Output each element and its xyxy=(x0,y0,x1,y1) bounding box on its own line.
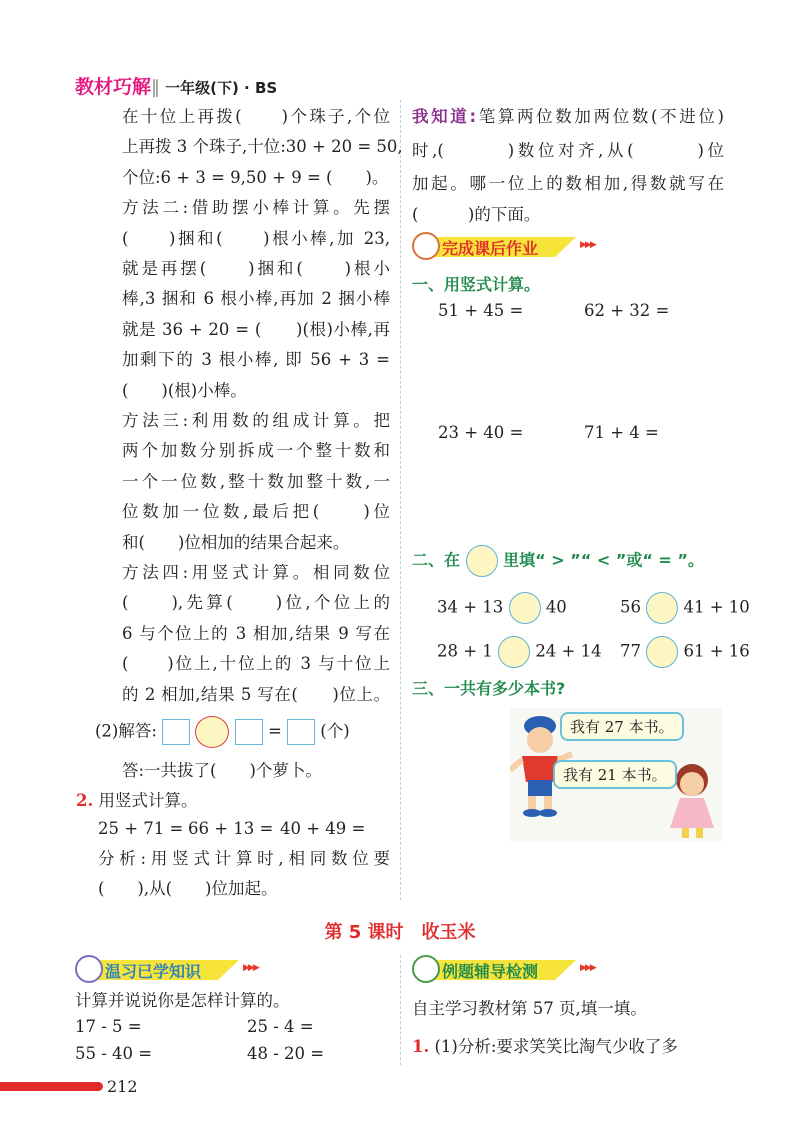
text-line: 6 与个位上的 3 相加,结果 9 写在 xyxy=(122,624,390,643)
unit-label: (个) xyxy=(320,721,350,741)
section-title: 一、用竖式计算。 xyxy=(412,275,541,294)
text-line: 方法三:利用数的组成计算。把 xyxy=(122,411,390,430)
question-2 xyxy=(76,790,197,812)
compare-left: 56 xyxy=(620,597,641,617)
text-line: 两个加数分别拆成一个整十数和 xyxy=(122,441,390,460)
expr: 66 + 13 = xyxy=(188,819,274,838)
expr: 17 - 5 = xyxy=(75,1017,142,1036)
alarm-clock-icon xyxy=(75,955,103,983)
expr: 71 + 4 = xyxy=(584,423,659,442)
arrows-icon: ▶▶▶ xyxy=(580,240,595,250)
compare-left: 34 + 13 xyxy=(437,597,504,617)
text-line: 一个一位数,整十数加整十数,一 xyxy=(122,472,390,491)
text-line: 和( )位相加的结果合起来。 xyxy=(122,533,350,552)
text-line: 在十位上再拨( )个珠子,个位 xyxy=(122,107,390,126)
answer-box[interactable] xyxy=(287,719,315,745)
lesson-title: 第 5 课时 收玉米 xyxy=(324,922,476,943)
book-brand: 教材巧解 xyxy=(75,76,152,98)
compare-left: 77 xyxy=(620,641,641,661)
question-number: 1. xyxy=(412,1037,430,1056)
question-title: 用竖式计算。 xyxy=(98,791,198,810)
expr: 48 - 20 = xyxy=(247,1044,325,1063)
equals-sign: = xyxy=(267,721,282,741)
intro-text: 计算并说说你是怎样计算的。 xyxy=(75,991,290,1010)
text-line: 方法四:用竖式计算。相同数位 xyxy=(122,563,390,582)
book-grade: 一年级(下) · BS xyxy=(165,79,278,97)
section-title-part: 里填“ > ”“ < ”或“ = ”。 xyxy=(503,550,704,570)
intro-text: 自主学习教材第 57 页,填一填。 xyxy=(412,999,647,1018)
text-line: 的 2 相加,结果 5 写在( )位上。 xyxy=(122,685,390,704)
section-banner xyxy=(412,235,612,259)
text-line: 就是 36 + 20 = ( )(根)小棒,再 xyxy=(122,320,390,339)
expr: 51 + 45 = xyxy=(438,301,524,320)
section-title: 三、一共有多少本书? xyxy=(412,679,566,698)
page-number-bar xyxy=(0,1082,103,1091)
section-banner xyxy=(412,958,612,982)
know-label: 我知道: xyxy=(412,107,477,126)
operator-circle[interactable] xyxy=(195,716,229,748)
compare-circle-icon xyxy=(466,545,498,577)
text-line: 棒,3 捆和 6 根小棒,再加 2 捆小棒 xyxy=(122,289,390,308)
question-1 xyxy=(412,1036,678,1058)
answer-label: (2)解答: xyxy=(95,721,157,741)
text-line: 上再拨 3 个珠子,十位:30 + 20 = 50, xyxy=(122,137,403,156)
page-header xyxy=(75,72,277,99)
compare-circle[interactable] xyxy=(646,592,678,624)
page-number: 212 xyxy=(107,1077,138,1096)
header-separator: ‖ xyxy=(151,77,161,98)
compare-right: 61 + 16 xyxy=(683,641,750,661)
text-line: 位数加一位数,最后把( )位 xyxy=(122,502,390,521)
compare-row xyxy=(620,636,750,668)
answer-text: 答:一共拔了( )个萝卜。 xyxy=(122,761,322,780)
compare-row xyxy=(437,636,602,668)
section-banner xyxy=(75,958,275,982)
text-line: 方法二:借助摆小棒计算。先摆 xyxy=(122,198,390,217)
text-line: ( )(根)小棒。 xyxy=(122,381,247,400)
compare-left: 28 + 1 xyxy=(437,641,493,661)
analysis-text: 分析:用竖式计算时,相同数位要 xyxy=(98,849,390,868)
banner-title: 温习已学知识 xyxy=(105,962,202,981)
know-line: ( )的下面。 xyxy=(412,205,541,224)
expr: 40 + 49 = xyxy=(280,819,366,838)
know-line: 时,( )数位对齐,从( )位 xyxy=(412,141,724,160)
column-divider-bottom xyxy=(400,955,401,1065)
compare-circle[interactable] xyxy=(498,636,530,668)
text-line: ( ),先算( )位,个位上的 xyxy=(122,593,390,612)
know-line xyxy=(412,106,724,128)
text-line: ( )位上,十位上的 3 与十位上 xyxy=(122,654,390,673)
compare-right: 41 + 10 xyxy=(683,597,750,617)
text-line: 加剩下的 3 根小棒, 即 56 + 3 = xyxy=(122,350,390,369)
know-text: 笔算两位数加两位数(不进位) xyxy=(476,107,724,126)
compare-row xyxy=(620,592,750,624)
question-text: (1)分析:要求笑笑比淘气少收了多 xyxy=(434,1037,678,1056)
answer-box[interactable] xyxy=(235,719,263,745)
text-line: 个位:6 + 3 = 9,50 + 9 = ( )。 xyxy=(122,168,389,187)
compare-right: 24 + 14 xyxy=(535,641,602,661)
answer-box[interactable] xyxy=(162,719,190,745)
expr: 23 + 40 = xyxy=(438,423,524,442)
banner-title: 完成课后作业 xyxy=(442,239,539,258)
expr: 25 + 71 = xyxy=(98,819,184,838)
text-line: 就是再摆( )捆和( )根小 xyxy=(122,259,390,278)
analysis-text: ( ),从( )位加起。 xyxy=(98,879,278,898)
answer-row xyxy=(95,716,350,748)
alarm-clock-icon xyxy=(412,232,440,260)
expr: 25 - 4 = xyxy=(247,1017,314,1036)
question-number: 2. xyxy=(76,791,94,810)
speech-bubble-boy: 我有 27 本书。 xyxy=(560,712,684,741)
compare-circle[interactable] xyxy=(646,636,678,668)
know-line: 加起。哪一位上的数相加,得数就写在 xyxy=(412,174,724,193)
arrows-icon: ▶▶▶ xyxy=(580,963,595,973)
expr: 55 - 40 = xyxy=(75,1044,153,1063)
section-title-part: 二、在 xyxy=(412,550,461,570)
section-title xyxy=(412,545,704,577)
compare-right: 40 xyxy=(545,597,567,617)
compare-circle[interactable] xyxy=(509,592,541,624)
alarm-clock-icon xyxy=(412,955,440,983)
compare-row xyxy=(437,592,567,624)
banner-title: 例题辅导检测 xyxy=(442,962,539,981)
expr: 62 + 32 = xyxy=(584,301,670,320)
speech-bubble-girl: 我有 21 本书。 xyxy=(553,760,677,789)
arrows-icon: ▶▶▶ xyxy=(243,963,258,973)
text-line: ( )捆和( )根小棒,加 23, xyxy=(122,229,390,248)
column-divider xyxy=(400,100,401,900)
